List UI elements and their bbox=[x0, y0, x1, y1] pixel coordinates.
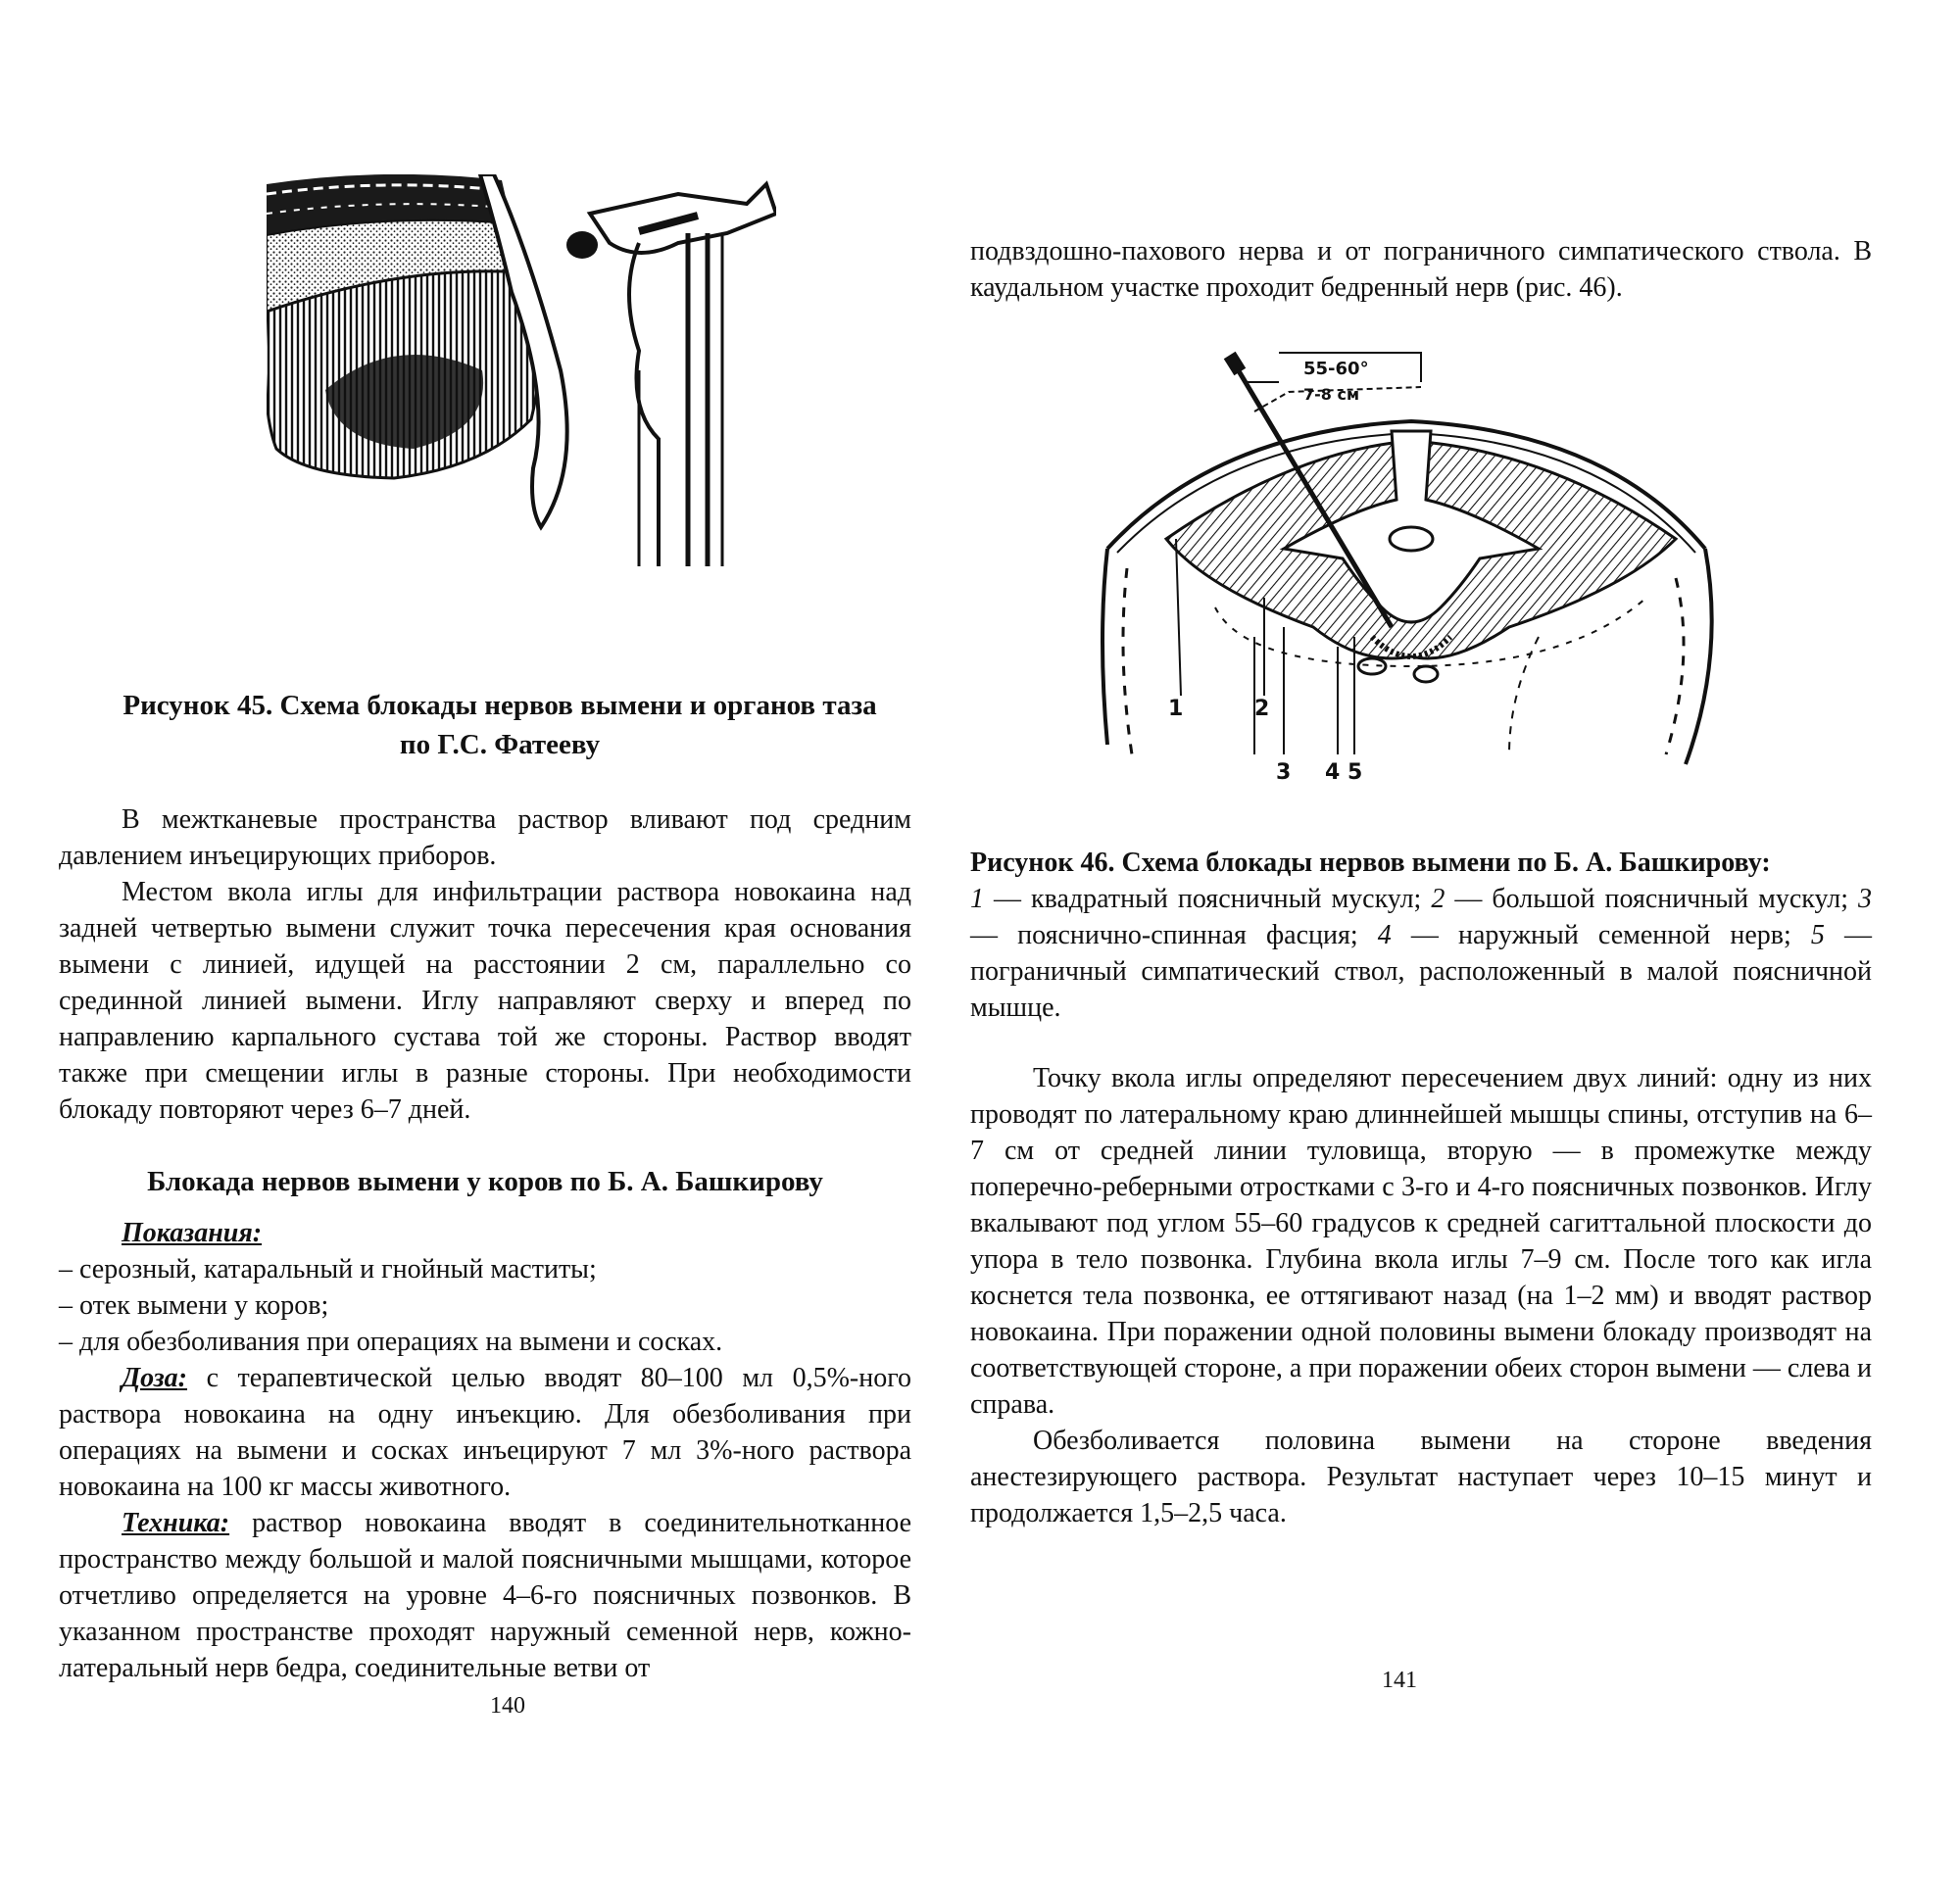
page-number-left: 140 bbox=[490, 1693, 525, 1719]
legend-2-num: 2 bbox=[1431, 884, 1446, 914]
section-heading: Блокада нервов вымени у коров по Б. А. Башкирову bbox=[147, 1166, 823, 1197]
legend-5-num: 5 bbox=[1810, 920, 1825, 950]
technique-paragraph bbox=[59, 1505, 911, 1686]
figure-label-3: 3 bbox=[1276, 760, 1292, 785]
figure-45-caption bbox=[108, 686, 892, 764]
technique-label: Техника: bbox=[122, 1508, 230, 1538]
right-page bbox=[970, 0, 1960, 1890]
figure-45 bbox=[267, 174, 776, 566]
right-body-text bbox=[970, 1060, 1872, 1531]
left-paragraph-1: В межтканевые пространства раствор вливают под средним давлением инъецирующих приборов. bbox=[59, 804, 911, 871]
right-paragraph-1: Точку вкола иглы определяют пересечением двух линий: одну из них проводят по латеральному краю длиннейшей мышцы спины, отступив на 6–7 см от средней линии туловища, вторую — в промежутке между поперечно-реберными отростками с 3-го и 4-го поясничных позвонков. Иглу вкалывают под углом 55–60 градусов к средней сагиттальной плоскости до упора в тело позвонка. Глубина вкола иглы 7–9 см. После того как игла коснется тела позвонка, ее оттягивают назад (на 1–2 мм) и вводят раствор новокаина. При поражении одной половины вымени блокаду производят на соответствующей стороне, а при поражении обеих сторон вымени — слева и справа. bbox=[970, 1063, 1872, 1420]
lumbar-cross-section-diagram-icon bbox=[1098, 343, 1725, 794]
legend-3-num: 3 bbox=[1858, 884, 1872, 914]
legend-1-text: — квадратный поясничный мускул; bbox=[984, 884, 1432, 914]
angle-label: 55-60° bbox=[1303, 359, 1369, 379]
dose-label: Доза: bbox=[122, 1363, 188, 1393]
figure-46 bbox=[1098, 343, 1725, 794]
figure-label-4: 4 bbox=[1325, 760, 1341, 785]
dose-paragraph bbox=[59, 1360, 911, 1505]
dose-text: с терапевтической целью вводят 80–100 мл 0,5%-ного раствора новокаина на одну инъекцию. Для обезболивания при операциях на вымени и сосках инъецируют 7 мл 3%-ного раствора новокаина на 100 кг массы животного. bbox=[59, 1363, 911, 1502]
right-top-text: подвздошно-пахового нерва и от пограничного симпатического ствола. В каудальном участке проходит бедренный нерв (рис. 46). bbox=[970, 236, 1872, 303]
left-body-text-bottom bbox=[59, 1215, 911, 1686]
list-item: – для обезболивания при операциях на вымени и сосках. bbox=[59, 1327, 723, 1357]
left-paragraph-2: Местом вкола иглы для инфильтрации раствора новокаина над задней четвертью вымени служит точка пересечения края основания вымени с линией, идущей на расстоянии 2 см, параллельно со срединной линией вымени. Иглу направляют сверху и вперед по направлению карпального сустава той же стороны. Раствор вводят также при смещении иглы в разные стороны. При необходимости блокаду повторяют через 6–7 дней. bbox=[59, 877, 911, 1125]
indications-label: Показания: bbox=[122, 1218, 263, 1248]
technique-text: раствор новокаина вводят в соединительнотканное пространство между большой и малой поясничными мышцами, которое отчетливо определяется на уровне 4–6-го поясничных позвонков. В указанном пространстве проходят наружный семенной нерв, кожно-латеральный нерв бедра, соединительные ветви от bbox=[59, 1508, 911, 1683]
indications-heading bbox=[59, 1215, 911, 1251]
figure-label-1: 1 bbox=[1168, 697, 1184, 721]
figure-46-caption-paragraph bbox=[970, 845, 1872, 1026]
udder-nerve-block-diagram-icon bbox=[267, 174, 776, 566]
list-item: – отек вымени у коров; bbox=[59, 1290, 329, 1321]
legend-4-num: 4 bbox=[1377, 920, 1392, 950]
figure-label-5: 5 bbox=[1348, 760, 1363, 785]
figure-46-caption bbox=[970, 845, 1872, 1026]
indications-list bbox=[59, 1251, 911, 1360]
legend-4-text: — наружный семенной нерв; bbox=[1391, 920, 1811, 950]
list-item: – серозный, катаральный и гнойный маститы; bbox=[59, 1254, 597, 1284]
figure-45-caption-line1: Рисунок 45. Схема блокады нервов вымени и органов таза bbox=[122, 690, 877, 721]
figure-45-caption-line2: по Г.С. Фатееву bbox=[399, 729, 601, 760]
legend-1-num: 1 bbox=[970, 884, 984, 914]
page-number-right: 141 bbox=[1382, 1668, 1417, 1693]
legend-5-text: — пограничный симпатический ствол, расположенный в малой поясничной мышце. bbox=[970, 920, 1873, 1023]
left-body-text-top bbox=[59, 801, 911, 1128]
figure-label-2: 2 bbox=[1254, 697, 1270, 721]
legend-2-text: — большой поясничный мускул; bbox=[1445, 884, 1858, 914]
depth-label: 7-8 см bbox=[1303, 385, 1360, 404]
right-paragraph-2: Обезболивается половина вымени на стороне введения анестезирующего раствора. Результат наступает через 10–15 минут и продолжается 1,5–2,5 часа. bbox=[970, 1426, 1872, 1528]
legend-3-text: — пояснично-спинная фасция; bbox=[970, 920, 1378, 950]
figure-46-caption-title: Рисунок 46. Схема блокады нервов вымени по Б. А. Башкирову: bbox=[970, 848, 1771, 878]
